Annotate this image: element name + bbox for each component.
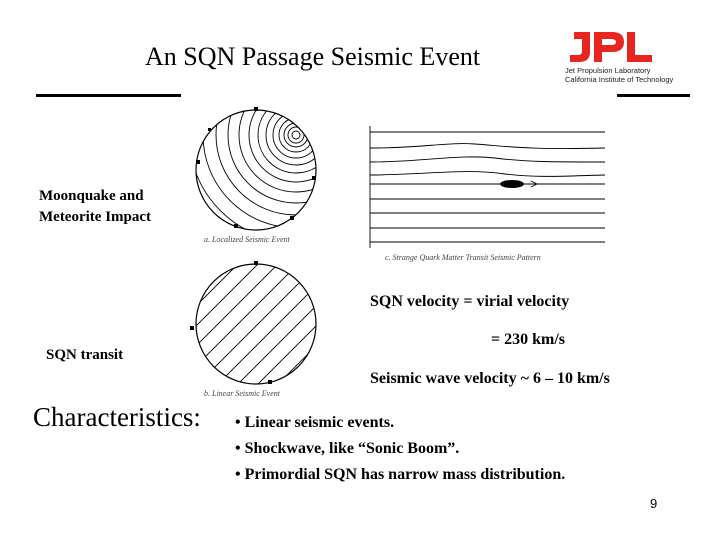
sqn-transit-pattern-figure bbox=[365, 122, 605, 264]
moonquake-label-line-2: Meteorite Impact bbox=[39, 209, 152, 225]
figure-b-caption: b. Linear Seismic Event bbox=[204, 389, 280, 398]
title-rule-left bbox=[36, 94, 181, 97]
figure-a-caption: a. Localized Seismic Event bbox=[204, 235, 290, 244]
list-item: • Linear seismic events. bbox=[235, 414, 395, 431]
velocity-value-label: = 230 km/s bbox=[491, 331, 566, 348]
localized-event-figure bbox=[190, 100, 325, 248]
characteristics-heading: Characteristics: bbox=[33, 402, 201, 432]
sqn-velocity-label: SQN velocity = virial velocity bbox=[370, 293, 570, 310]
moonquake-label-line-1: Moonquake and bbox=[39, 188, 144, 204]
list-item: • Primordial SQN has narrow mass distribution. bbox=[235, 466, 566, 483]
characteristics-list bbox=[235, 410, 565, 488]
title-rule-right bbox=[617, 94, 690, 97]
logo-line-2: California Institute of Technology bbox=[565, 75, 674, 84]
seismic-velocity-label: Seismic wave velocity ~ 6 – 10 km/s bbox=[370, 370, 610, 387]
list-item: • Shockwave, like “Sonic Boom”. bbox=[235, 440, 460, 457]
moonquake-label bbox=[39, 186, 151, 228]
linear-event-figure bbox=[190, 252, 325, 400]
sqn-transit-label: SQN transit bbox=[46, 347, 124, 363]
jpl-logo bbox=[560, 28, 680, 88]
slide-title: An SQN Passage Seismic Event bbox=[145, 42, 481, 71]
figure-c-caption: c. Strange Quark Matter Transit Seismic Pattern bbox=[385, 253, 541, 262]
page-number: 9 bbox=[650, 496, 658, 511]
jpl-logo-mark bbox=[560, 28, 680, 68]
logo-line-1: Jet Propulsion Laboratory bbox=[565, 66, 651, 75]
